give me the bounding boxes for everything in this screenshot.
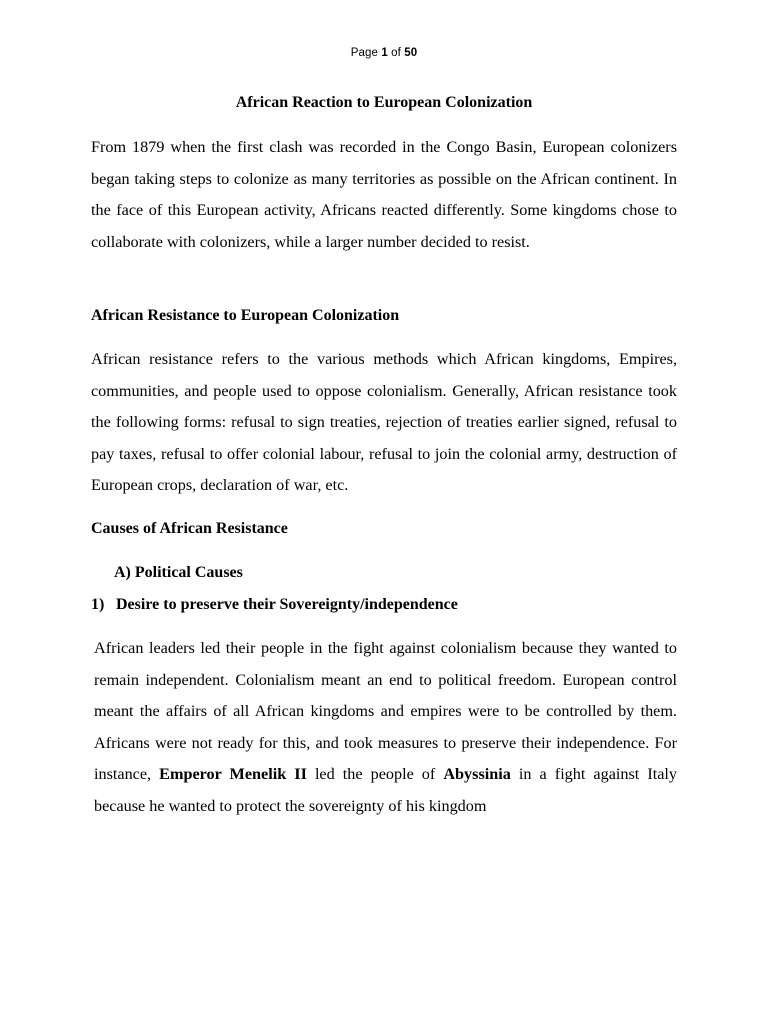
subheading-political-causes: A) Political Causes — [114, 564, 243, 581]
total-page-count: 50 — [404, 47, 418, 59]
emphasis-place: Abyssinia — [443, 765, 511, 783]
page-of-label: of — [391, 47, 401, 59]
intro-paragraph: From 1879 when the first clash was recorded in the Congo Basin, European colonizers began taking steps to colonize as many territories as possible on the African continent. In the face of this European activity, Africans reacted differently. Some kingdoms chose to collaborate with colonizers, while a larger number decided to resist. — [91, 138, 677, 251]
paragraph-text-after: in a fight against Italy because he wanted to protect the sovereignty of his kingdom — [94, 765, 678, 815]
paragraph-text-middle: led the people of — [314, 765, 436, 783]
section-heading-causes: Causes of African Resistance — [91, 520, 288, 537]
sovereignty-paragraph — [94, 633, 677, 822]
list-item-number: 1) — [91, 596, 105, 613]
resistance-paragraph: African resistance refers to the various methods which African kingdoms, Empires, communities, and people used to oppose colonialism. Generally, African resistance took the following forms: refusal to sign treaties, rejection of treaties earlier signed, refusal to pay taxes, refusal to offer colonial labour, refusal to join the colonial army, destruction of European crops, declaration of war, etc. — [91, 350, 677, 494]
paragraph-text-before: African leaders led their people in the fight against colonialism because they wanted to remain independent. Colonialism meant an end to political freedom. European control meant the affairs of all African kingdoms and empires were to be controlled by them. Africans were not ready for this, and took measures to preserve their independence. For instance, — [94, 639, 677, 783]
emphasis-person: Emperor Menelik II — [159, 765, 307, 783]
current-page-number: 1 — [381, 47, 388, 59]
list-item-heading — [91, 596, 458, 614]
list-item-title: Desire to preserve their Sovereignty/independence — [116, 596, 458, 613]
page-number-header — [0, 47, 768, 59]
page-label: Page — [350, 47, 379, 59]
document-title: African Reaction to European Colonization — [235, 94, 533, 111]
section-heading-resistance: African Resistance to European Colonization — [91, 307, 400, 324]
